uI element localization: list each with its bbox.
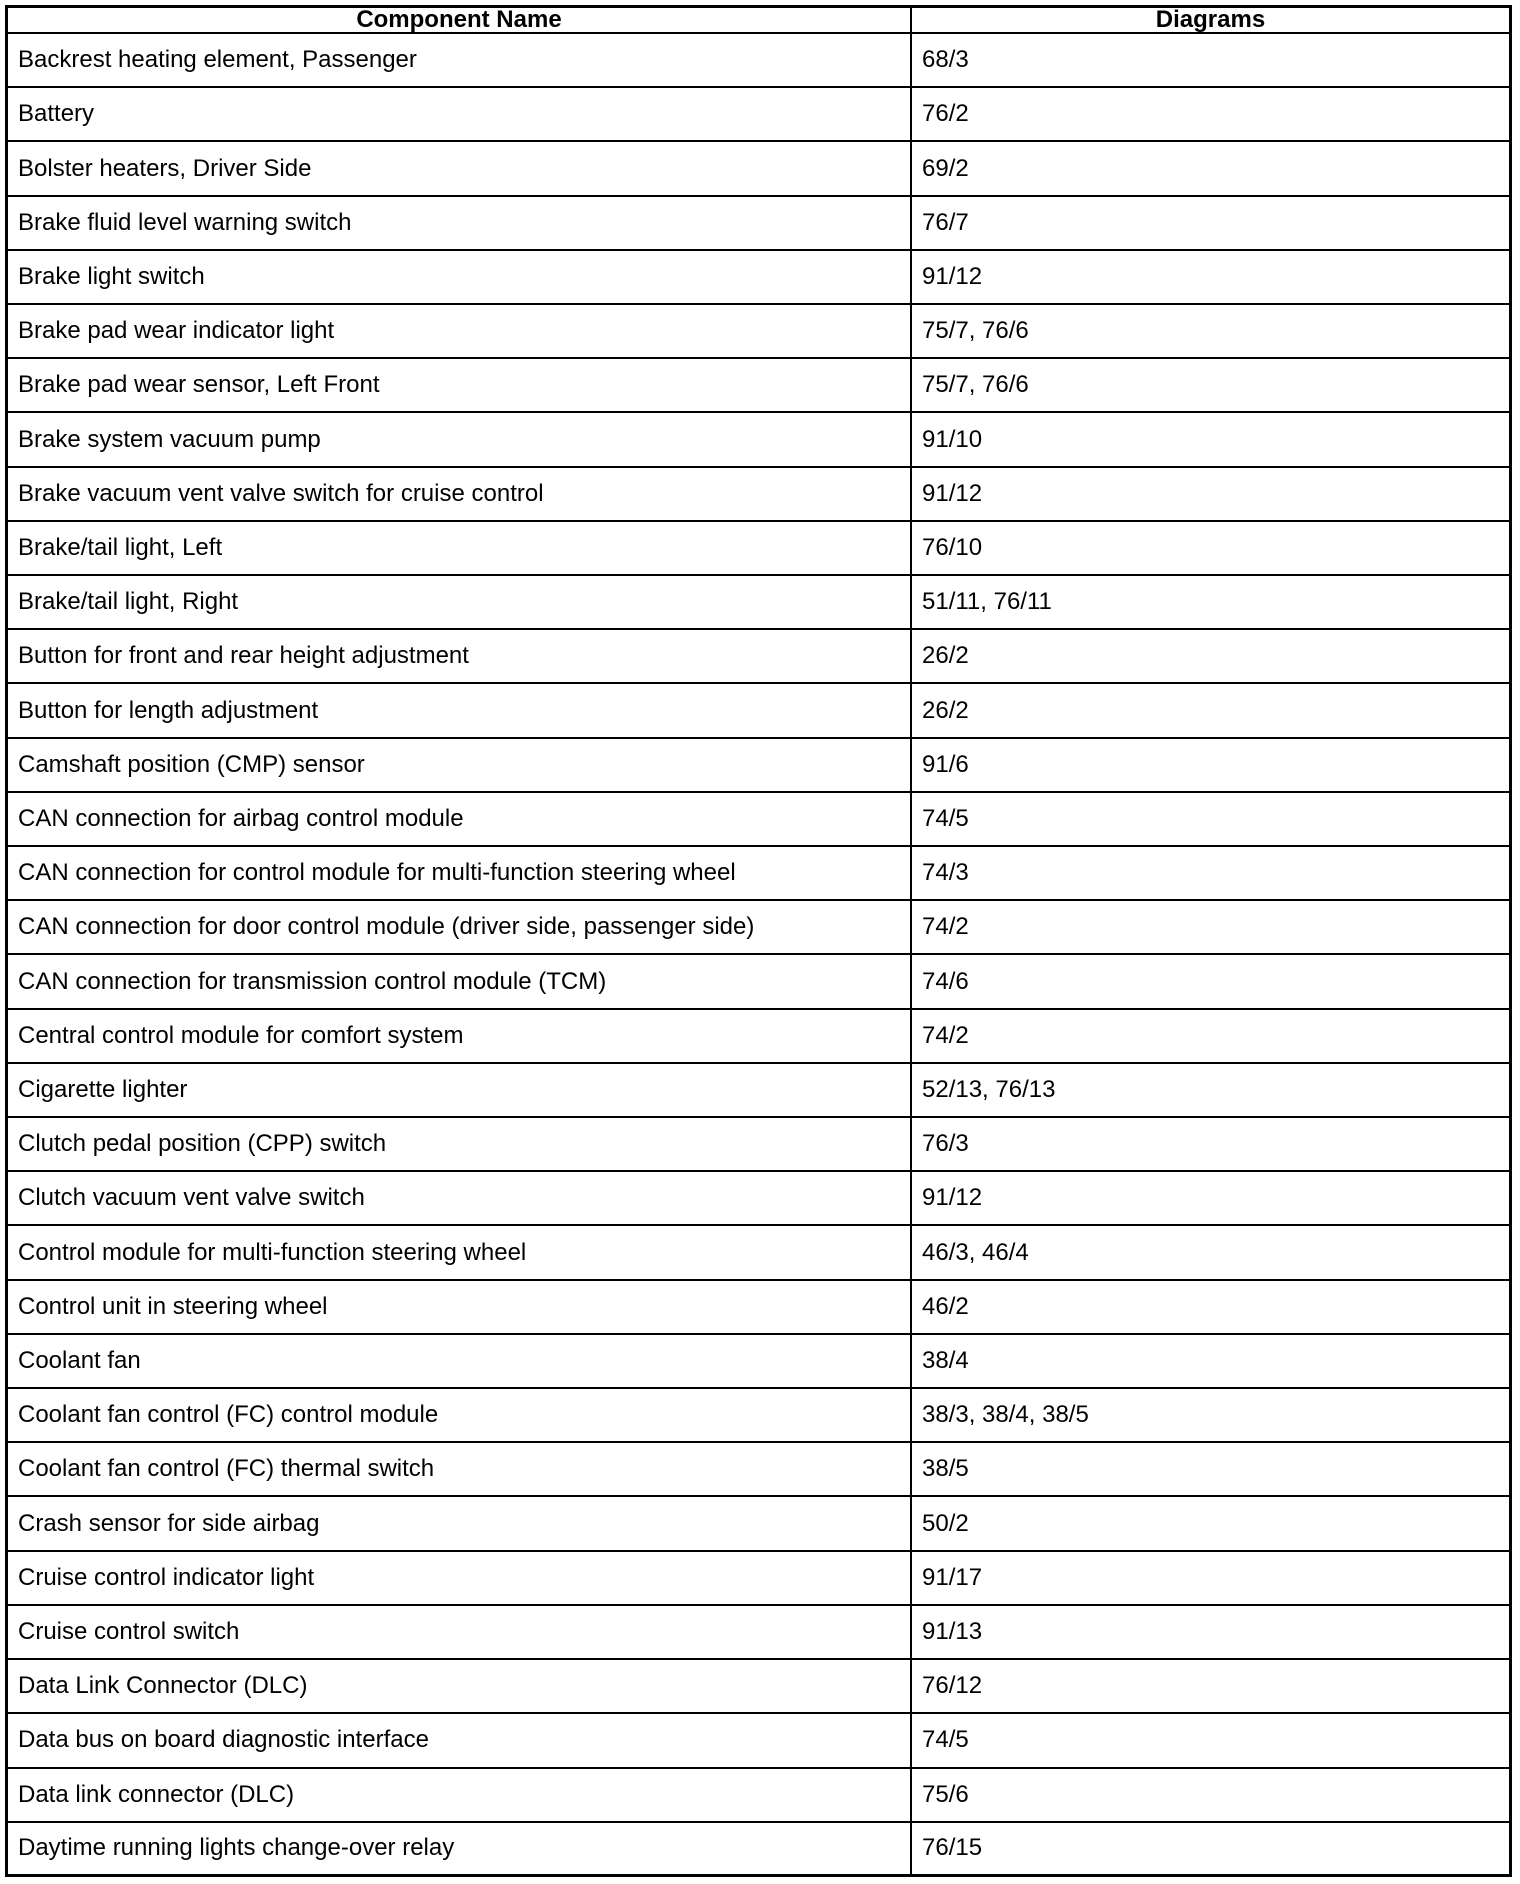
component-name-cell: CAN connection for transmission control module (TCM): [8, 954, 911, 1008]
component-name-cell: CAN connection for door control module (driver side, passenger side): [8, 900, 911, 954]
diagrams-cell: 75/7, 76/6: [911, 358, 1509, 412]
component-name-cell: Brake vacuum vent valve switch for cruise control: [8, 467, 911, 521]
component-name-cell: Coolant fan control (FC) thermal switch: [8, 1442, 911, 1496]
diagrams-cell: 74/6: [911, 954, 1509, 1008]
diagrams-cell: 75/7, 76/6: [911, 304, 1509, 358]
diagrams-cell: 76/12: [911, 1659, 1509, 1713]
table-row: [8, 358, 1509, 412]
table-row: [8, 467, 1509, 521]
component-name-cell: Data link connector (DLC): [8, 1768, 911, 1822]
table-row: [8, 738, 1509, 792]
component-name-cell: Brake/tail light, Right: [8, 575, 911, 629]
table-row: [8, 954, 1509, 1008]
component-name-cell: Cruise control indicator light: [8, 1551, 911, 1605]
table-row: [8, 629, 1509, 683]
table-row: [8, 1009, 1509, 1063]
table-row: [8, 1388, 1509, 1442]
component-name-cell: Central control module for comfort system: [8, 1009, 911, 1063]
table-row: [8, 412, 1509, 466]
diagrams-cell: 38/3, 38/4, 38/5: [911, 1388, 1509, 1442]
diagrams-cell: 74/3: [911, 846, 1509, 900]
component-name-cell: Battery: [8, 87, 911, 141]
diagrams-cell: 91/17: [911, 1551, 1509, 1605]
table-row: [8, 1713, 1509, 1767]
component-name-cell: Clutch pedal position (CPP) switch: [8, 1117, 911, 1171]
component-name-cell: Button for front and rear height adjustment: [8, 629, 911, 683]
diagrams-cell: 46/3, 46/4: [911, 1225, 1509, 1279]
component-name-cell: Brake light switch: [8, 250, 911, 304]
table-row: [8, 1442, 1509, 1496]
component-name-cell: Brake system vacuum pump: [8, 412, 911, 466]
table-row: [8, 1280, 1509, 1334]
diagrams-cell: 74/2: [911, 1009, 1509, 1063]
table-row: [8, 87, 1509, 141]
diagrams-cell: 51/11, 76/11: [911, 575, 1509, 629]
table-row: [8, 1822, 1509, 1874]
diagrams-cell: 91/12: [911, 1171, 1509, 1225]
component-name-cell: Bolster heaters, Driver Side: [8, 141, 911, 195]
table-row: [8, 1659, 1509, 1713]
table-row: [8, 683, 1509, 737]
diagrams-cell: 76/7: [911, 196, 1509, 250]
diagrams-cell: 69/2: [911, 141, 1509, 195]
component-name-cell: Backrest heating element, Passenger: [8, 33, 911, 87]
diagrams-cell: 68/3: [911, 33, 1509, 87]
diagrams-cell: 91/10: [911, 412, 1509, 466]
component-name-cell: Brake/tail light, Left: [8, 521, 911, 575]
diagrams-cell: 75/6: [911, 1768, 1509, 1822]
table-row: [8, 1768, 1509, 1822]
table-body: [8, 33, 1509, 1874]
table-row: [8, 196, 1509, 250]
component-name-cell: Data bus on board diagnostic interface: [8, 1713, 911, 1767]
table-row: [8, 1551, 1509, 1605]
header-component-name: Component Name: [8, 8, 911, 33]
component-name-cell: Control module for multi-function steering wheel: [8, 1225, 911, 1279]
component-name-cell: Data Link Connector (DLC): [8, 1659, 911, 1713]
diagrams-cell: 38/5: [911, 1442, 1509, 1496]
component-name-cell: Coolant fan: [8, 1334, 911, 1388]
diagrams-cell: 74/5: [911, 1713, 1509, 1767]
component-name-cell: Clutch vacuum vent valve switch: [8, 1171, 911, 1225]
component-name-cell: CAN connection for airbag control module: [8, 792, 911, 846]
table-row: [8, 141, 1509, 195]
diagrams-cell: 46/2: [911, 1280, 1509, 1334]
diagrams-cell: 52/13, 76/13: [911, 1063, 1509, 1117]
diagrams-cell: 76/2: [911, 87, 1509, 141]
table-row: [8, 846, 1509, 900]
table-row: [8, 304, 1509, 358]
component-name-cell: Coolant fan control (FC) control module: [8, 1388, 911, 1442]
diagrams-cell: 91/12: [911, 250, 1509, 304]
component-name-cell: Brake fluid level warning switch: [8, 196, 911, 250]
component-table-frame: [5, 5, 1512, 1877]
component-name-cell: Camshaft position (CMP) sensor: [8, 738, 911, 792]
diagrams-cell: 76/3: [911, 1117, 1509, 1171]
component-diagram-table: [8, 8, 1509, 1874]
table-row: [8, 1063, 1509, 1117]
table-row: [8, 1496, 1509, 1550]
diagrams-cell: 91/13: [911, 1605, 1509, 1659]
table-row: [8, 900, 1509, 954]
header-diagrams: Diagrams: [911, 8, 1509, 33]
component-name-cell: Button for length adjustment: [8, 683, 911, 737]
diagrams-cell: 26/2: [911, 683, 1509, 737]
diagrams-cell: 91/6: [911, 738, 1509, 792]
diagrams-cell: 50/2: [911, 1496, 1509, 1550]
table-row: [8, 575, 1509, 629]
diagrams-cell: 76/15: [911, 1822, 1509, 1874]
diagrams-cell: 91/12: [911, 467, 1509, 521]
table-row: [8, 1171, 1509, 1225]
diagrams-cell: 74/5: [911, 792, 1509, 846]
diagrams-cell: 76/10: [911, 521, 1509, 575]
table-row: [8, 250, 1509, 304]
component-name-cell: Daytime running lights change-over relay: [8, 1822, 911, 1874]
table-row: [8, 1225, 1509, 1279]
table-row: [8, 792, 1509, 846]
component-name-cell: Cigarette lighter: [8, 1063, 911, 1117]
diagrams-cell: 74/2: [911, 900, 1509, 954]
component-name-cell: Cruise control switch: [8, 1605, 911, 1659]
table-row: [8, 1334, 1509, 1388]
diagrams-cell: 26/2: [911, 629, 1509, 683]
diagrams-cell: 38/4: [911, 1334, 1509, 1388]
component-name-cell: Brake pad wear sensor, Left Front: [8, 358, 911, 412]
table-row: [8, 1605, 1509, 1659]
table-header-row: [8, 8, 1509, 33]
component-name-cell: CAN connection for control module for multi-function steering wheel: [8, 846, 911, 900]
table-row: [8, 1117, 1509, 1171]
component-name-cell: Crash sensor for side airbag: [8, 1496, 911, 1550]
component-name-cell: Brake pad wear indicator light: [8, 304, 911, 358]
table-row: [8, 521, 1509, 575]
component-name-cell: Control unit in steering wheel: [8, 1280, 911, 1334]
table-row: [8, 33, 1509, 87]
